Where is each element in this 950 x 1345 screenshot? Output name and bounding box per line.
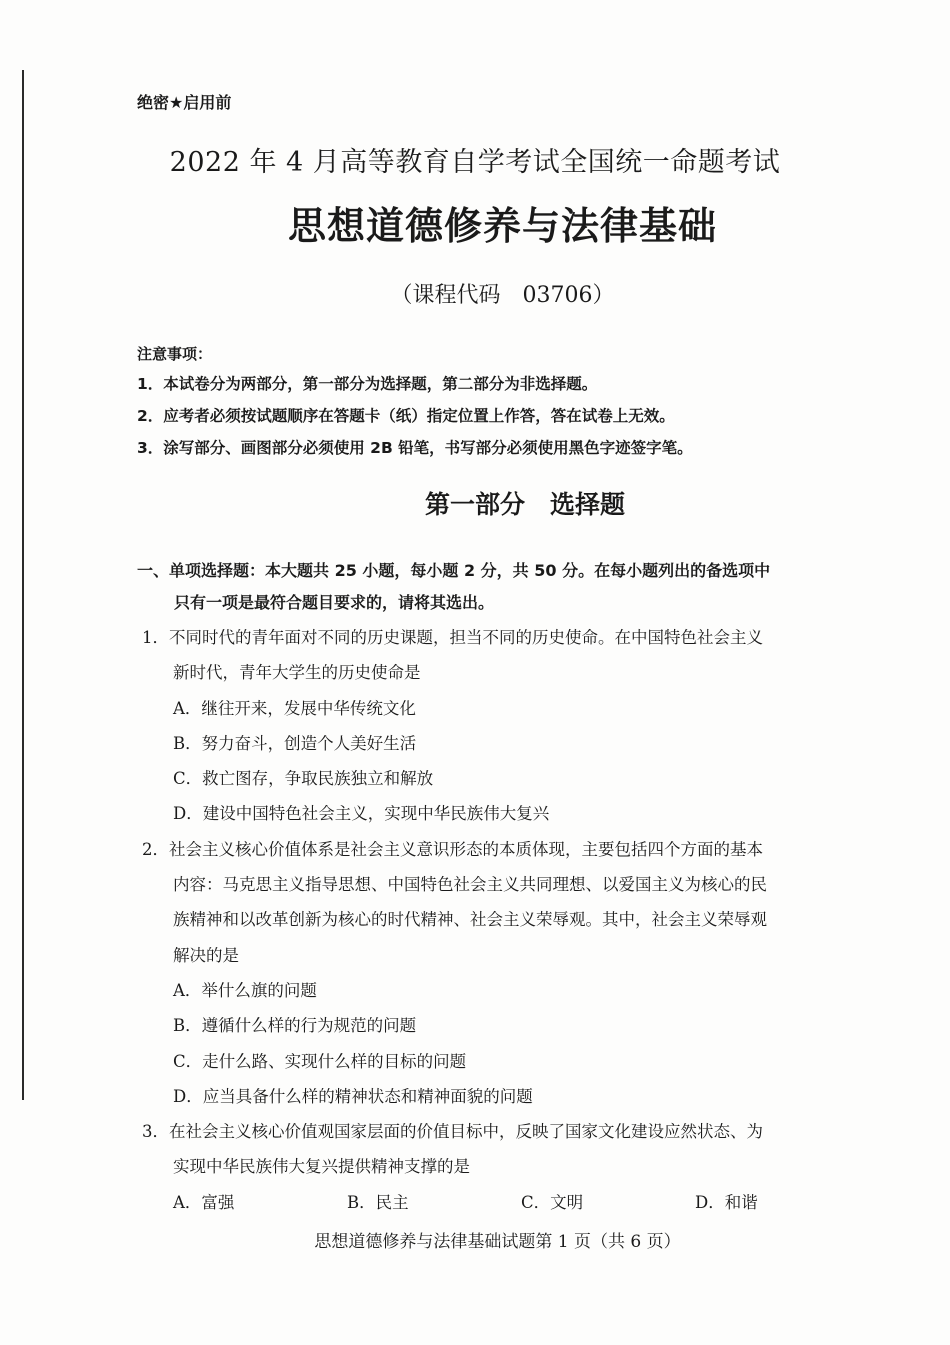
course-code: （课程代码 03706） <box>390 283 615 308</box>
question-stem-line: 族精神和以改革创新为核心的时代精神、社会主义荣辱观。其中，社会主义荣辱观 <box>173 910 767 930</box>
question-2 <box>142 832 872 1114</box>
option-a: A．富强 <box>173 1192 235 1212</box>
part-title: 第一部分 选择题 <box>424 490 625 519</box>
question-3 <box>142 1114 872 1220</box>
question-1 <box>142 620 872 832</box>
option-b: B．遵循什么样的行为规范的问题 <box>173 1016 417 1036</box>
question-list <box>142 620 872 1220</box>
page-footer: 思想道德修养与法律基础试题第 1 页（共 6 页） <box>314 1232 681 1252</box>
notes-list <box>137 368 693 464</box>
option-b: B．努力奋斗，创造个人美好生活 <box>173 733 417 753</box>
section-line: 只有一项是最符合题目要求的，请将其选出。 <box>174 593 495 612</box>
note-item: 3．涂写部分、画图部分必须使用 2B 铅笔，书写部分必须使用黑色字迹签字笔。 <box>137 439 693 457</box>
subject-title: 思想道德修养与法律基础 <box>287 204 717 248</box>
question-stem-line: 2．社会主义核心价值体系是社会主义意识形态的本质体现，主要包括四个方面的基本 <box>142 839 763 859</box>
option-d: D．和谐 <box>695 1192 758 1212</box>
secret-mark: 绝密★启用前 <box>137 93 232 112</box>
notes-heading: 注意事项： <box>137 345 213 363</box>
option-c: C．救亡图存，争取民族独立和解放 <box>173 769 434 789</box>
question-stem-line: 1．不同时代的青年面对不同的历史课题，担当不同的历史使命。在中国特色社会主义 <box>142 628 763 647</box>
section-line: 一、单项选择题：本大题共 25 小题，每小题 2 分，共 50 分。在每小题列出的备选项中 <box>137 561 771 580</box>
question-stem-line: 解决的是 <box>173 945 239 965</box>
note-item: 1．本试卷分为两部分，第一部分为选择题，第二部分为非选择题。 <box>137 375 598 393</box>
question-stem-line: 3．在社会主义核心价值观国家层面的价值目标中，反映了国家文化建设应然状态、为 <box>142 1122 763 1142</box>
option-d: D．应当具备什么样的精神状态和精神面貌的问题 <box>173 1086 533 1106</box>
option-c: C．文明 <box>521 1192 584 1212</box>
note-item: 2．应考者必须按试题顺序在答题卡（纸）指定位置上作答，答在试卷上无效。 <box>137 407 675 425</box>
question-stem-line: 内容：马克思主义指导思想、中国特色社会主义共同理想、以爱国主义为核心的民 <box>173 875 767 895</box>
question-stem-line: 实现中华民族伟大复兴提供精神支撑的是 <box>173 1157 470 1177</box>
exam-title: 2022 年 4 月高等教育自学考试全国统一命题考试 <box>169 147 781 178</box>
option-c: C．走什么路、实现什么样的目标的问题 <box>173 1051 467 1071</box>
option-row <box>142 1185 872 1220</box>
section-instructions <box>137 555 877 619</box>
option-a: A．继往开来，发展中华传统文化 <box>173 698 416 718</box>
option-d: D．建设中国特色社会主义，实现中华民族伟大复兴 <box>173 804 550 824</box>
option-b: B．民主 <box>347 1192 409 1212</box>
option-a: A．举什么旗的问题 <box>173 980 317 1000</box>
question-stem-line: 新时代，青年大学生的历史使命是 <box>173 663 421 683</box>
